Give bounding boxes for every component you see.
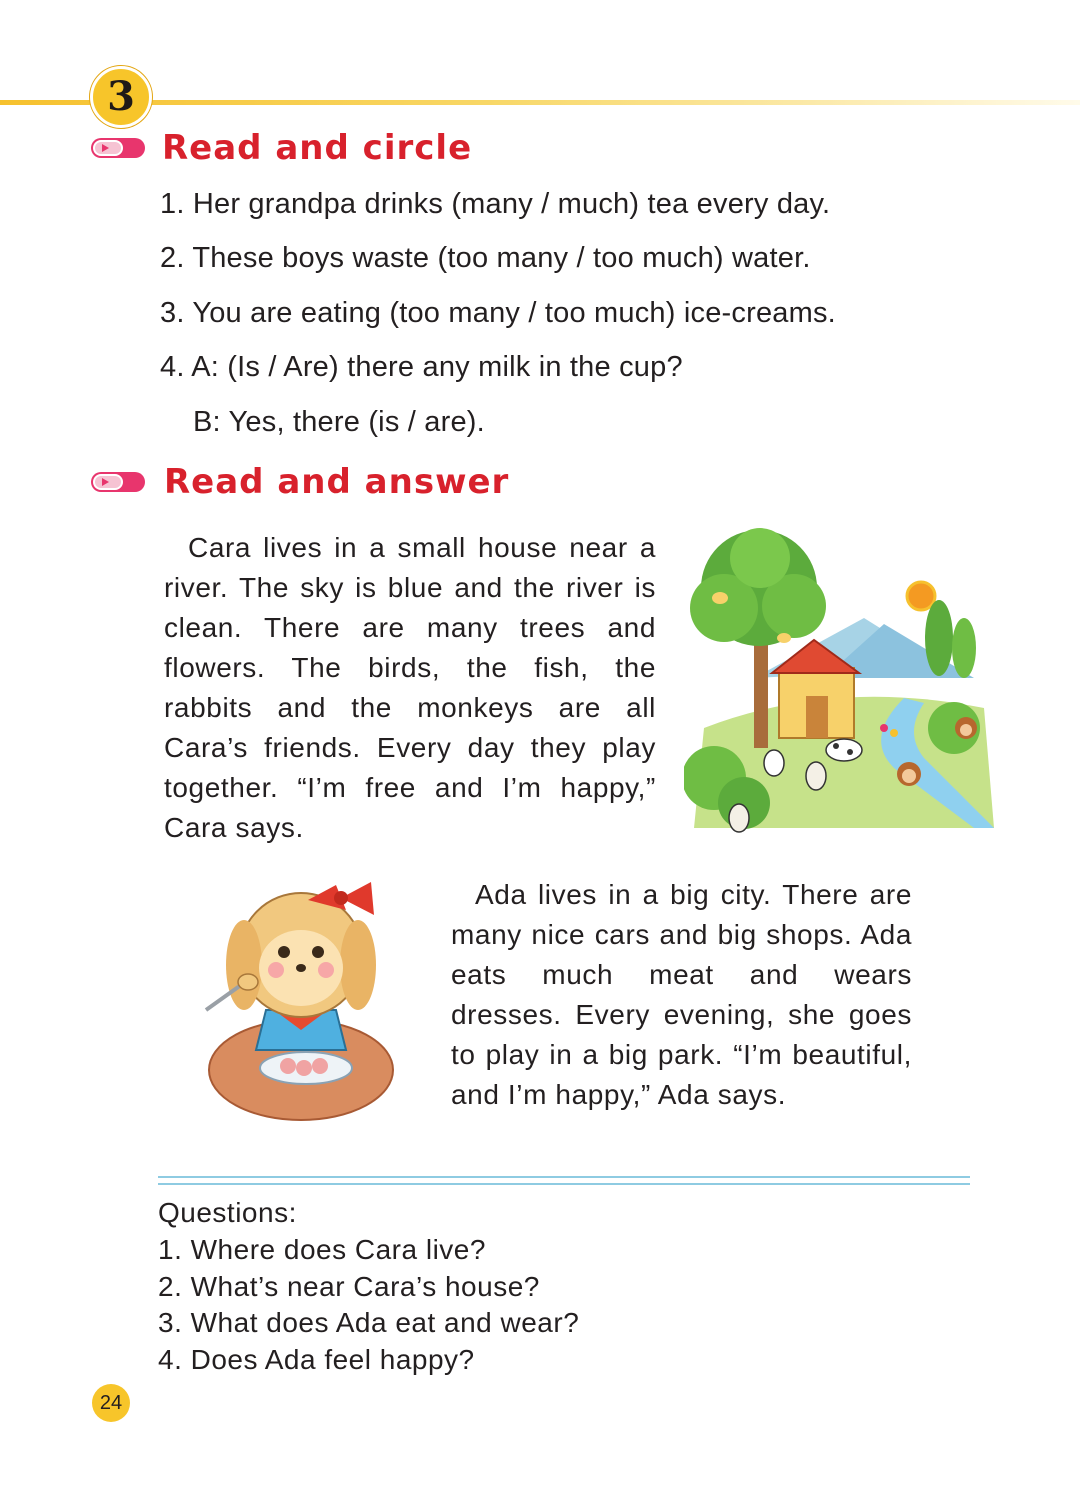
question-2: 2. What’s near Cara’s house? (158, 1271, 540, 1302)
cara-passage (164, 528, 656, 848)
section-title-read-and-answer: Read and answer (164, 462, 510, 502)
ada-passage-text: Ada lives in a big city. There are many nice cars and big shops. Ada eats much meat and wears dresses. Every evening, she goes to play in a big park. “I’m beautiful, and I’m happy,” Ada says. (451, 879, 912, 1110)
question-3: 3. What does Ada eat and wear? (158, 1307, 580, 1338)
circle-item-4: 4. A: (Is / Are) there any milk in the cup? (160, 351, 683, 383)
question-1: 1. Where does Cara live? (158, 1234, 486, 1265)
village-illustration (684, 528, 1000, 846)
separator-line (158, 1183, 970, 1185)
circle-item-3: 3. You are eating (too many / too much) ice-creams. (160, 297, 836, 329)
section-title-read-and-circle: Read and circle (162, 128, 473, 168)
section-pill-icon (90, 470, 146, 494)
separator-line (158, 1176, 970, 1178)
page-number: 24 (92, 1384, 130, 1422)
circle-item-1: 1. Her grandpa drinks (many / much) tea every day. (160, 188, 831, 220)
section-pill-icon (90, 136, 146, 160)
cara-passage-text: Cara lives in a small house near a river. The sky is blue and the river is clean. There are many trees and flowers. The birds, the fish, the rabbits and the monkeys are all Cara’s friends. Every day they play together. “I’m free and I’m happy,” Cara says. (164, 532, 656, 843)
circle-item-4b: B: Yes, there (is / are). (193, 406, 485, 438)
circle-item-2: 2. These boys waste (too many / too much) water. (160, 242, 811, 274)
unit-number-badge: 3 (90, 66, 152, 128)
header-rule (0, 100, 1080, 105)
questions-label: Questions: (158, 1197, 297, 1228)
ada-illustration (196, 870, 410, 1126)
question-4: 4. Does Ada feel happy? (158, 1344, 475, 1375)
ada-passage (451, 875, 912, 1115)
